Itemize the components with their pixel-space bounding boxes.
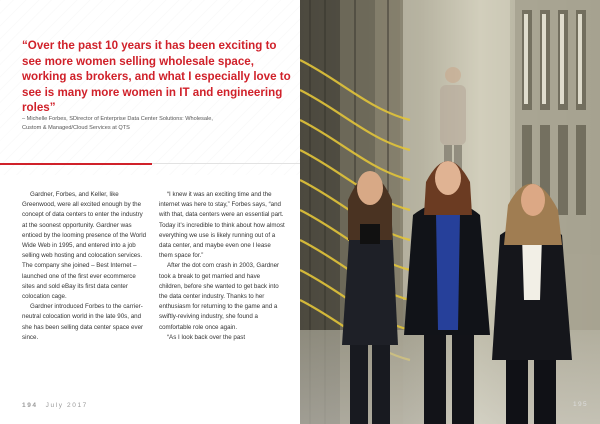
- red-divider: [0, 163, 152, 165]
- attribution-line-1: – Michelle Forbes, SDirector of Enterprise Data Center Solutions: Wholesale,: [22, 116, 213, 122]
- paragraph: Gardner, Forbes, and Keller, like Greenwood, were all excited enough by the concept of data centers to enter the industry at the soonest opportunity. Gardner was enticed by the looming presence of the World Wide Web in 1995, and entered into a job selling web hosting and colocation services. The company she joined – Best Internet – launched one of the first ever ecommerce sites and sold eBay its first data center colocation cage.: [22, 191, 147, 301]
- paragraph: After the dot com crash in 2003, Gardner took a break to get married and have children, before she wanted to get back into the data center industry. Thanks to her enthusiasm for returning to the game and a swiftly-reviving industry, she found a comfortable role once again.: [159, 262, 280, 331]
- body-column-2: [159, 190, 285, 343]
- gray-divider: [152, 163, 300, 164]
- page-number-left: 194: [22, 402, 38, 409]
- paragraph: Gardner introduced Forbes to the carrier-neutral colocation world in the late 90s, and she has been selling data center space ever since.: [22, 303, 144, 341]
- paragraph: “As I look back over the past: [167, 333, 246, 341]
- attribution-line-2: Custom & Managed/Cloud Services at QTS: [22, 125, 130, 131]
- issue-date: July 2017: [45, 402, 88, 409]
- paragraph: “I knew it was an exciting time and the internet was here to stay,” Forbes says, “and with that, data centers were an essential part. Today it’s incredible to think about how almost everything we use is likely running out of a data center, and maybe even one I lease them space for.”: [159, 191, 285, 260]
- photo-women-in-data-center: [300, 0, 600, 424]
- page-number-right: 195: [572, 401, 588, 408]
- body-column-1: [22, 190, 148, 343]
- folio-left: [22, 402, 88, 409]
- pull-quote: “Over the past 10 years it has been exciting to see more women selling wholesale space, working as brokers, and what I especially love to see is many more women in IT and engineering roles”: [22, 39, 291, 115]
- photo-page: [300, 0, 600, 424]
- quote-attribution: [22, 115, 262, 133]
